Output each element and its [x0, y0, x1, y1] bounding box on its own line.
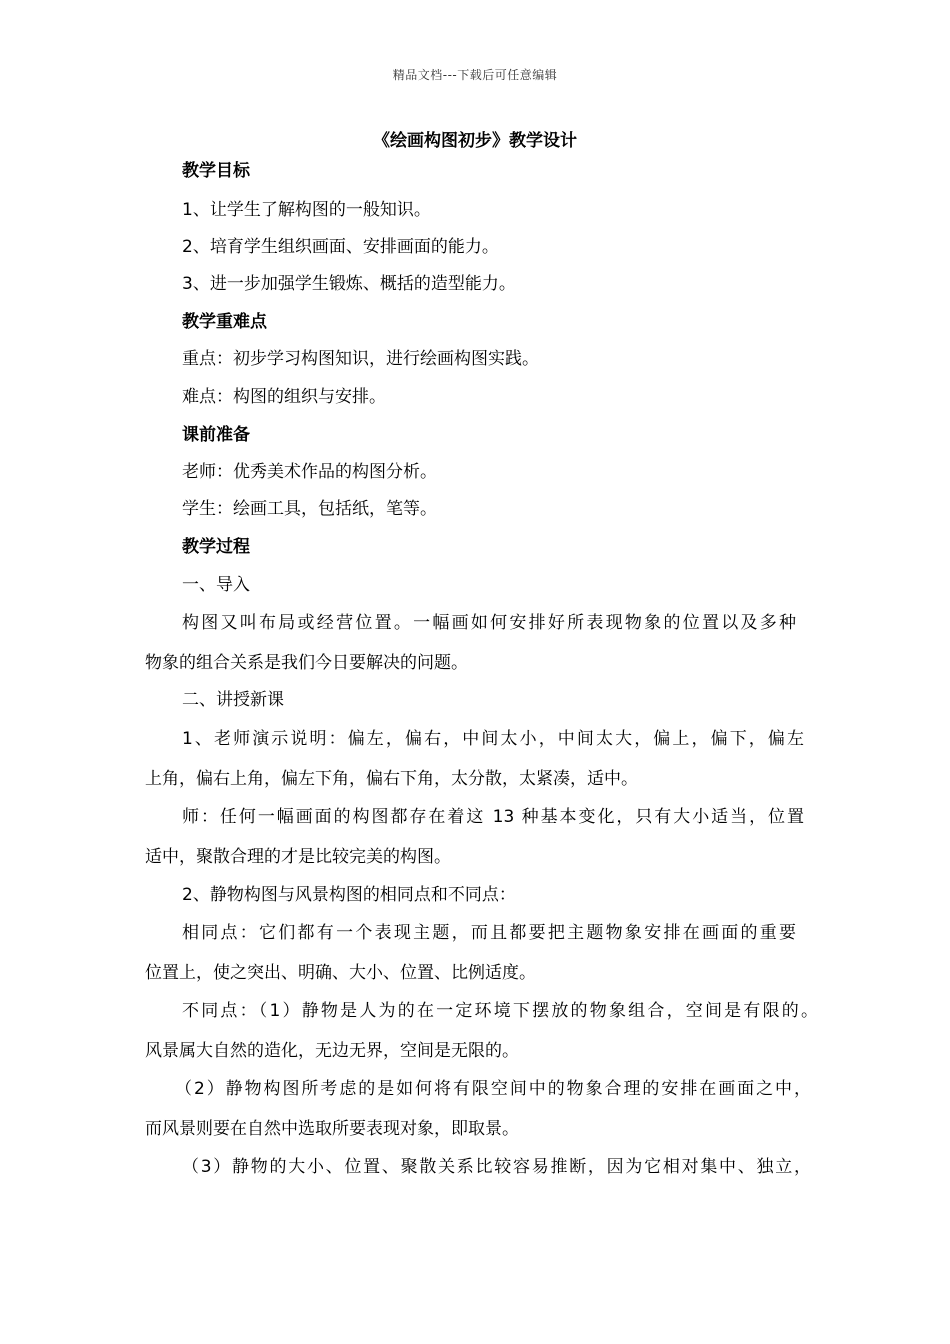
paragraph-line: 2、静物构图与风景构图的相同点和不同点： [182, 885, 516, 905]
objectives-heading: 教学目标 [182, 161, 250, 181]
paragraph-line: 不同点：（1）静物是人为的在一定环境下摆放的物象组合，空间是有限的。 [182, 1001, 818, 1021]
step-lesson-heading: 二、讲授新课 [182, 690, 284, 710]
paragraph-line: 位置上，使之突出、明确、大小、位置、比例适度。 [145, 963, 536, 983]
paragraph-line: 相同点：它们都有一个表现主题，而且都要把主题物象安排在画面的重要 [182, 923, 796, 943]
paragraph-line: （3）静物的大小、位置、聚散关系比较容易推断，因为它相对集中、独立， [182, 1157, 811, 1177]
document-title: 《绘画构图初步》教学设计 [373, 131, 577, 151]
paragraph-line: 而风景则要在自然中选取所要表现对象，即取景。 [145, 1119, 519, 1139]
keypoints-heading: 教学重难点 [182, 312, 267, 332]
paragraph-line: 上角，偏右上角，偏左下角，偏右下角，太分散，太紧凑，适中。 [145, 769, 638, 789]
paragraph-line: 师：任何一幅画面的构图都存在着这 13 种基本变化，只有大小适当，位置 [182, 807, 804, 827]
preparation-heading: 课前准备 [182, 425, 250, 445]
objective-3: 3、进一步加强学生锻炼、概括的造型能力。 [182, 274, 516, 294]
objective-2: 2、培育学生组织画面、安排画面的能力。 [182, 237, 499, 257]
paragraph-line: 物象的组合关系是我们今日要解决的问题。 [145, 653, 468, 673]
process-heading: 教学过程 [182, 537, 250, 557]
key-point: 重点：初步学习构图知识，进行绘画构图实践。 [182, 349, 539, 369]
preparation-student: 学生：绘画工具，包括纸，笔等。 [182, 499, 437, 519]
paragraph-line: 1、老师演示说明：偏左，偏右，中间太小，中间太大，偏上，偏下，偏左 [182, 729, 804, 749]
paragraph-line: 适中，聚散合理的才是比较完美的构图。 [145, 847, 451, 867]
paragraph-line: （2）静物构图所考虑的是如何将有限空间中的物象合理的安排在画面之中， [175, 1079, 811, 1099]
page-header: 精品文档---下载后可任意编辑 [392, 68, 558, 82]
paragraph-line: 构图又叫布局或经营位置。一幅画如何安排好所表现物象的位置以及多种 [182, 613, 796, 633]
preparation-teacher: 老师：优秀美术作品的构图分析。 [182, 462, 437, 482]
step-intro-heading: 一、导入 [182, 575, 250, 595]
objective-1: 1、让学生了解构图的一般知识。 [182, 200, 431, 220]
paragraph-line: 风景属大自然的造化，无边无界，空间是无限的。 [145, 1041, 519, 1061]
difficult-point: 难点：构图的组织与安排。 [182, 387, 386, 407]
